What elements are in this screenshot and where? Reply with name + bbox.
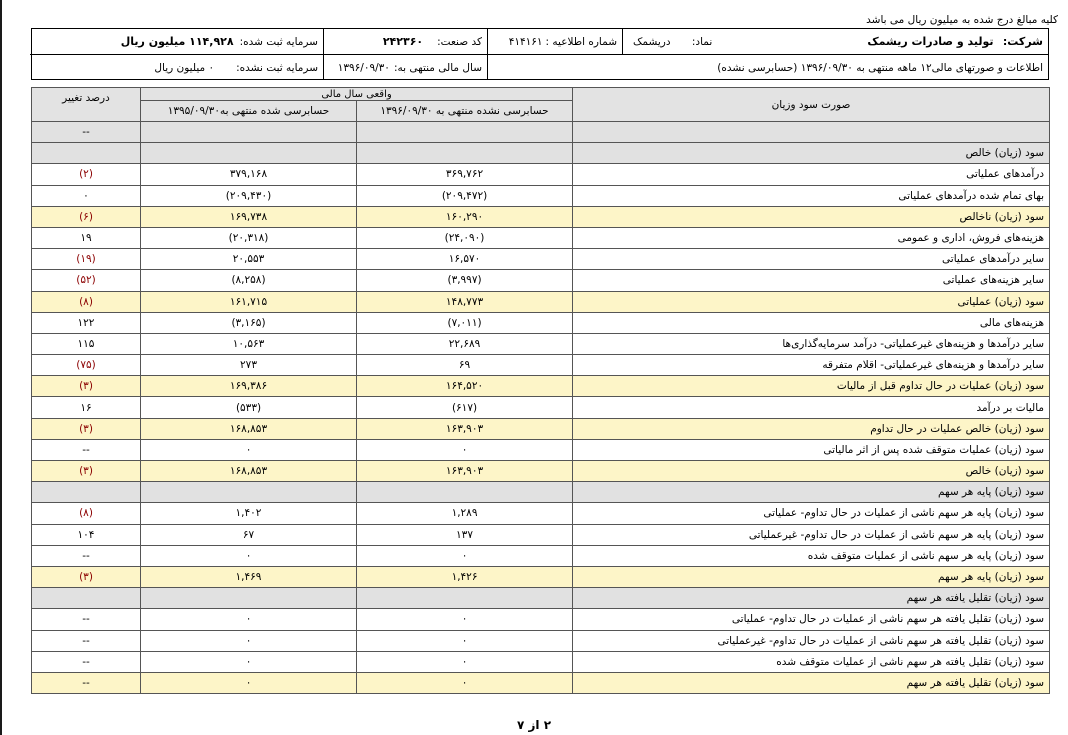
table-row [32, 227, 1050, 248]
info-cell [487, 55, 1048, 80]
company-header [31, 28, 1049, 80]
row-prior-value: ۱۶۸,۸۵۳ [141, 461, 357, 482]
col-statement-header: صورت سود وزیان [573, 88, 1050, 122]
table-row [32, 461, 1050, 482]
symbol-label: نماد: [691, 35, 713, 48]
row-label: سود (زیان) تقلیل یافته هر سهم ناشی از عملیات متوقف شده [573, 651, 1050, 672]
row-current-value: ۰ [357, 672, 573, 693]
info-text: اطلاعات و صورتهای مالی۱۲ ماهه منتهی به ۱۳۹۶/۰۹/۳۰ (حسابرسی نشده) [717, 61, 1043, 74]
row-prior-value: ۲۷۳ [141, 355, 357, 376]
industry-label: کد صنعت: [437, 35, 482, 48]
symbol-value: دریشمک [633, 35, 671, 48]
table-row [32, 482, 1050, 503]
currency-note: کلیه مبالغ درج شده به میلیون ریال می باشد [866, 14, 1058, 26]
row-current-value: ۱,۴۲۶ [357, 566, 573, 587]
row-change-value: (۳) [32, 418, 141, 439]
table-row [32, 164, 1050, 185]
row-current-value [357, 588, 573, 609]
row-prior-value: ۰ [141, 545, 357, 566]
table-row [32, 672, 1050, 693]
table-row [32, 545, 1050, 566]
row-current-value [357, 482, 573, 503]
col-current-header: حسابرسی نشده منتهی به ۱۳۹۶/۰۹/۳۰ [357, 101, 573, 122]
table-row [32, 206, 1050, 227]
table-row [32, 270, 1050, 291]
row-change-value: -- [32, 545, 141, 566]
row-prior-value: ۱,۴۰۲ [141, 503, 357, 524]
row-prior-value: ۰ [141, 651, 357, 672]
row-label: سود (زیان) پایه هر سهم ناشی از عملیات در حال تداوم- عملیاتی [573, 503, 1050, 524]
row-change-value: -- [32, 651, 141, 672]
row-label: سود (زیان) پایه هر سهم ناشی از عملیات متوقف شده [573, 545, 1050, 566]
row-change-value: (۷۵) [32, 355, 141, 376]
table-row [32, 609, 1050, 630]
table-row [32, 503, 1050, 524]
row-label: سود (زیان) تقلیل یافته هر سهم ناشی از عملیات در حال تداوم- غیرعملیاتی [573, 630, 1050, 651]
table-row [32, 185, 1050, 206]
row-change-value: (۵۲) [32, 270, 141, 291]
row-change-value: -- [32, 630, 141, 651]
table-row [32, 630, 1050, 651]
notice-value: ۴۱۴۱۶۱ [508, 35, 543, 48]
table-row [32, 333, 1050, 354]
row-prior-value [141, 143, 357, 164]
table-row [32, 566, 1050, 587]
table-row [32, 291, 1050, 312]
row-label: سایر هزینه‌های عملیاتی [573, 270, 1050, 291]
unreg-capital-label: سرمایه ثبت نشده: [236, 61, 318, 74]
row-label [573, 122, 1050, 143]
page-indicator: ۲ از ۷ [516, 718, 552, 732]
row-change-value: ۱۱۵ [32, 333, 141, 354]
table-row [32, 524, 1050, 545]
row-label: مالیات بر درآمد [573, 397, 1050, 418]
row-label: هزینه‌های فروش، اداری و عمومی [573, 227, 1050, 248]
row-label: سایر درآمدهای عملیاتی [573, 249, 1050, 270]
row-change-value [32, 143, 141, 164]
row-prior-value [141, 482, 357, 503]
row-current-value: ۱۶۰,۲۹۰ [357, 206, 573, 227]
row-current-value: ۱۴۸,۷۷۳ [357, 291, 573, 312]
row-change-value: ۱۲۲ [32, 312, 141, 333]
row-prior-value: ۱۶۹,۷۳۸ [141, 206, 357, 227]
row-label: درآمدهای عملیاتی [573, 164, 1050, 185]
col-change-header: درصد تغییر [32, 88, 141, 122]
row-label: سایر درآمدها و هزینه‌های غیرعملیاتی- درآمد سرمایه‌گذاری‌ها [573, 333, 1050, 354]
row-change-value: (۳) [32, 566, 141, 587]
row-label: سود (زیان) خالص عملیات در حال تداوم [573, 418, 1050, 439]
industry-value: ۲۴۲۳۶۰ [382, 35, 424, 48]
row-prior-value: ۱۶۱,۷۱۵ [141, 291, 357, 312]
row-change-value: ۱۰۴ [32, 524, 141, 545]
row-change-value: -- [32, 122, 141, 143]
row-change-value: (۸) [32, 503, 141, 524]
industry-cell [323, 29, 487, 55]
row-label: هزینه‌های مالی [573, 312, 1050, 333]
row-current-value: ۱۳۷ [357, 524, 573, 545]
row-label: سود (زیان) تقلیل یافته هر سهم ناشی از عملیات در حال تداوم- عملیاتی [573, 609, 1050, 630]
row-label: سایر درآمدها و هزینه‌های غیرعملیاتی- اقلام متفرقه [573, 355, 1050, 376]
row-change-value: (۳) [32, 461, 141, 482]
row-label: سود (زیان) پایه هر سهم [573, 482, 1050, 503]
table-row [32, 249, 1050, 270]
row-change-value: -- [32, 672, 141, 693]
fiscal-cell [323, 55, 487, 80]
reg-capital-value: ۱۱۴,۹۲۸ میلیون ریال [120, 35, 234, 48]
row-prior-value: (۸,۲۵۸) [141, 270, 357, 291]
row-current-value: ۰ [357, 545, 573, 566]
table-row [32, 418, 1050, 439]
table-row [32, 651, 1050, 672]
row-label: سود (زیان) عملیات در حال تداوم قبل از مالیات [573, 376, 1050, 397]
col-prior-header: حسابرسی شده منتهی به۱۳۹۵/۰۹/۳۰ [141, 101, 357, 122]
row-current-value: ۱۶۴,۵۲۰ [357, 376, 573, 397]
table-row [32, 312, 1050, 333]
row-label: سود (زیان) تقلیل یافته هر سهم [573, 672, 1050, 693]
row-change-value: -- [32, 609, 141, 630]
notice-label: شماره اطلاعیه : [545, 35, 617, 48]
row-current-value [357, 122, 573, 143]
row-label: سود (زیان) خالص [573, 461, 1050, 482]
row-change-value [32, 588, 141, 609]
unreg-capital-cell [30, 55, 323, 80]
income-statement-table [31, 87, 1050, 694]
row-label: سود (زیان) تقلیل یافته هر سهم [573, 588, 1050, 609]
window-edge [0, 0, 2, 735]
row-current-value: ۳۶۹,۷۶۲ [357, 164, 573, 185]
row-change-value [32, 482, 141, 503]
table-row [32, 355, 1050, 376]
row-current-value: ۶۹ [357, 355, 573, 376]
table-row [32, 588, 1050, 609]
row-prior-value [141, 588, 357, 609]
row-current-value: ۱۶,۵۷۰ [357, 249, 573, 270]
row-current-value: (۶۱۷) [357, 397, 573, 418]
table-row [32, 376, 1050, 397]
row-current-value: ۰ [357, 439, 573, 460]
fiscal-value: ۱۳۹۶/۰۹/۳۰ [337, 61, 390, 74]
row-prior-value: ۱۰,۵۶۳ [141, 333, 357, 354]
row-prior-value [141, 122, 357, 143]
row-change-value: (۸) [32, 291, 141, 312]
notice-cell [487, 29, 622, 55]
row-current-value: (۲۴,۰۹۰) [357, 227, 573, 248]
row-current-value: ۰ [357, 609, 573, 630]
row-current-value: ۰ [357, 630, 573, 651]
row-current-value: ۰ [357, 651, 573, 672]
row-current-value: ۲۲,۶۸۹ [357, 333, 573, 354]
row-current-value: (۳,۹۹۷) [357, 270, 573, 291]
row-prior-value: ۱,۴۶۹ [141, 566, 357, 587]
row-label: سود (زیان) خالص [573, 143, 1050, 164]
row-label: سود (زیان) پایه هر سهم ناشی از عملیات در حال تداوم- غیرعملیاتی [573, 524, 1050, 545]
unreg-capital-value: ۰ میلیون ریال [154, 61, 215, 74]
row-current-value: ۱۶۳,۹۰۳ [357, 461, 573, 482]
row-label: سود (زیان) عملیاتی [573, 291, 1050, 312]
reg-capital-cell [30, 29, 323, 55]
row-prior-value: ۲۰,۵۵۳ [141, 249, 357, 270]
row-prior-value: ۱۶۹,۳۸۶ [141, 376, 357, 397]
reg-capital-label: سرمایه ثبت شده: [239, 35, 318, 48]
row-prior-value: ۶۷ [141, 524, 357, 545]
row-current-value: (۲۰۹,۴۷۲) [357, 185, 573, 206]
row-prior-value: ۰ [141, 609, 357, 630]
company-label: شرکت: [1002, 35, 1043, 48]
row-prior-value: ۰ [141, 672, 357, 693]
row-label: سود (زیان) عملیات متوقف شده پس از اثر مالیاتی [573, 439, 1050, 460]
row-current-value: ۱۶۳,۹۰۳ [357, 418, 573, 439]
row-prior-value: (۵۳۳) [141, 397, 357, 418]
row-current-value: ۱,۲۸۹ [357, 503, 573, 524]
table-row [32, 143, 1050, 164]
row-prior-value: ۰ [141, 630, 357, 651]
row-label: سود (زیان) پایه هر سهم [573, 566, 1050, 587]
row-prior-value: (۲۰,۳۱۸) [141, 227, 357, 248]
row-current-value [357, 143, 573, 164]
col-actual-header: واقعی سال مالی [141, 88, 573, 101]
company-name: تولید و صادرات ریشمک [867, 35, 994, 48]
row-prior-value: ۳۷۹,۱۶۸ [141, 164, 357, 185]
row-change-value: (۳) [32, 376, 141, 397]
row-prior-value: (۲۰۹,۴۳۰) [141, 185, 357, 206]
row-change-value: -- [32, 439, 141, 460]
row-change-value: ۱۹ [32, 227, 141, 248]
table-row [32, 397, 1050, 418]
row-change-value: (۶) [32, 206, 141, 227]
row-label: سود (زیان) ناخالص [573, 206, 1050, 227]
row-prior-value: (۳,۱۶۵) [141, 312, 357, 333]
fiscal-label: سال مالی منتهی به: [393, 61, 482, 74]
company-cell [622, 29, 1048, 55]
row-prior-value: ۰ [141, 439, 357, 460]
table-row [32, 439, 1050, 460]
row-change-value: (۲) [32, 164, 141, 185]
row-label: بهای تمام شده درآمدهای عملیاتی [573, 185, 1050, 206]
table-row [32, 122, 1050, 143]
row-change-value: (۱۹) [32, 249, 141, 270]
row-change-value: ۰ [32, 185, 141, 206]
row-current-value: (۷,۰۱۱) [357, 312, 573, 333]
row-change-value: ۱۶ [32, 397, 141, 418]
row-prior-value: ۱۶۸,۸۵۳ [141, 418, 357, 439]
